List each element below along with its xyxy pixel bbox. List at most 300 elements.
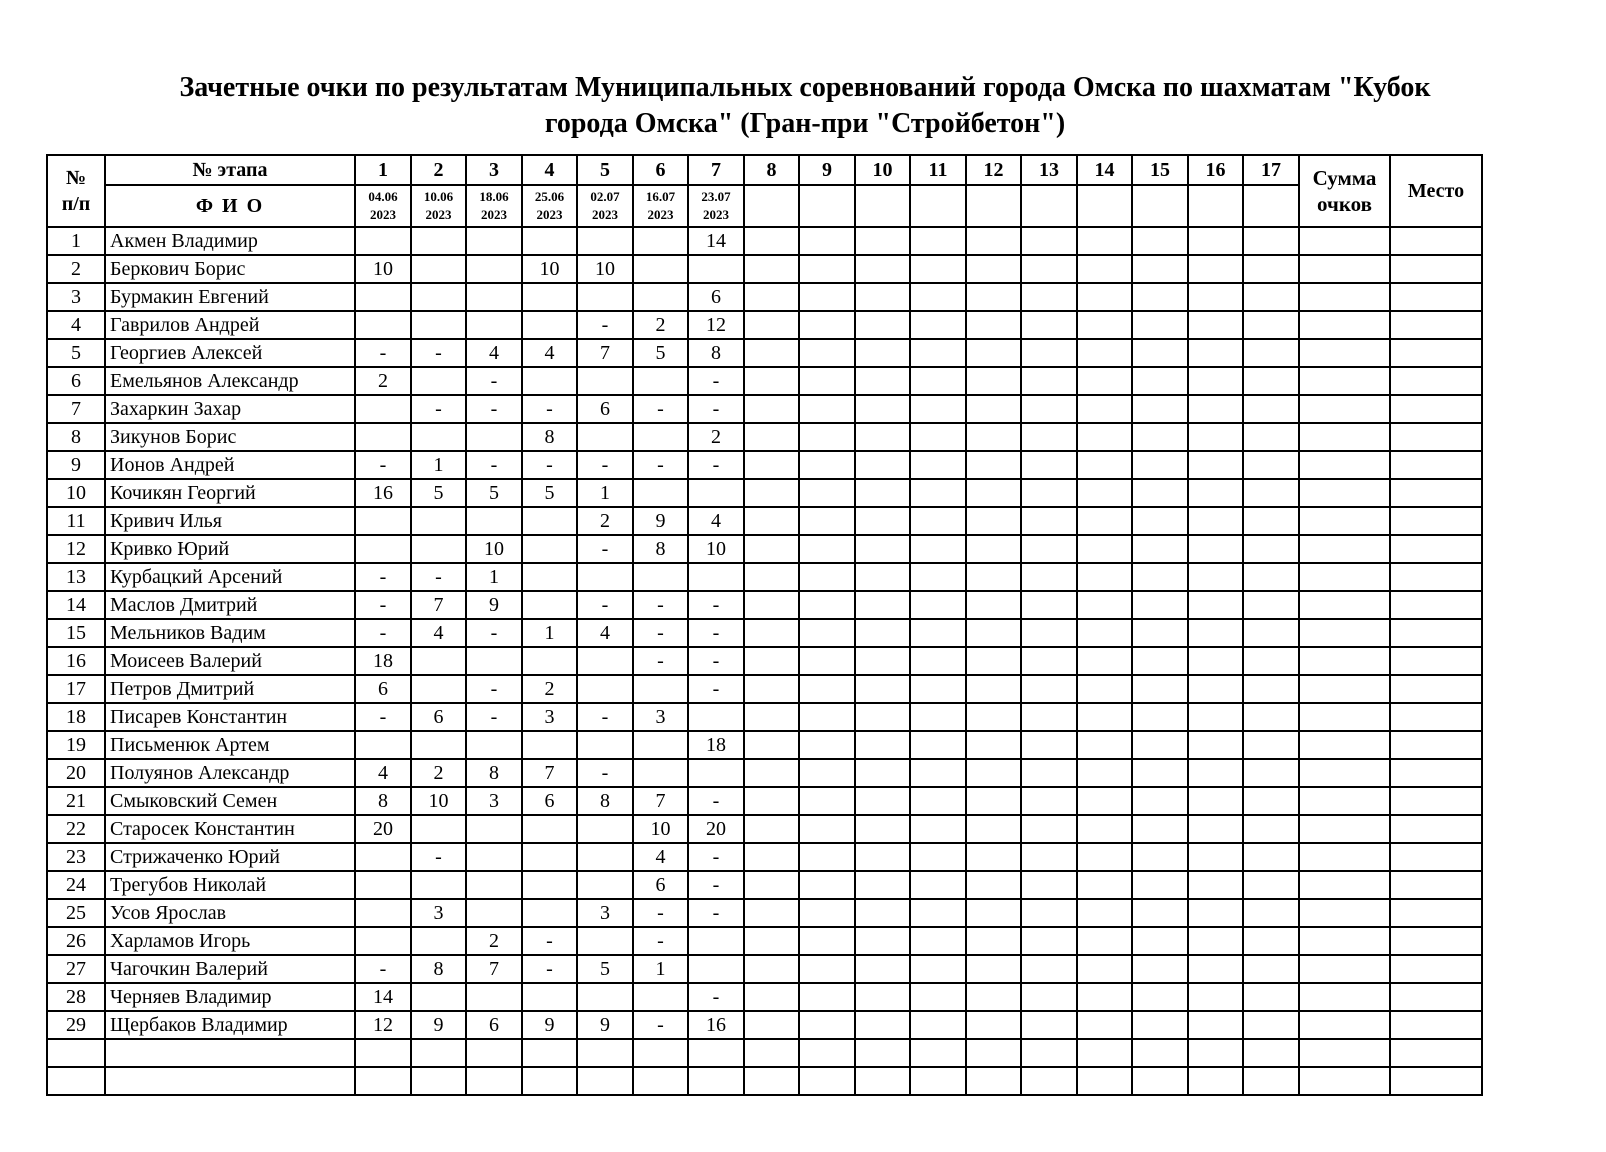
score-cell (744, 647, 799, 675)
table-row (47, 283, 1482, 311)
score-cell (1077, 1067, 1132, 1095)
score-cell (966, 1011, 1021, 1039)
score-cell (577, 1067, 633, 1095)
score-cell: - (688, 591, 744, 619)
score-cell (744, 423, 799, 451)
score-cell (411, 423, 466, 451)
row-number: 7 (47, 395, 105, 423)
stage-date-year: 2023 (370, 207, 396, 222)
row-number: 21 (47, 787, 105, 815)
sum-cell (1299, 395, 1390, 423)
score-cell (355, 395, 411, 423)
page-title (40, 70, 1570, 142)
score-cell (466, 423, 522, 451)
score-cell (1132, 647, 1188, 675)
score-cell (1243, 619, 1299, 647)
player-name: Кривич Илья (105, 507, 355, 535)
score-cell (855, 367, 910, 395)
score-cell: 14 (688, 227, 744, 255)
score-cell (1188, 647, 1243, 675)
player-name: Зикунов Борис (105, 423, 355, 451)
score-cell (966, 395, 1021, 423)
player-name: Гаврилов Андрей (105, 311, 355, 339)
score-cell (411, 255, 466, 283)
score-cell: 5 (633, 339, 688, 367)
score-cell (1021, 311, 1077, 339)
header-no-abbrev: п/п (61, 193, 91, 215)
score-cell (855, 255, 910, 283)
score-cell (466, 815, 522, 843)
score-cell (744, 451, 799, 479)
score-cell: 1 (466, 563, 522, 591)
stage-date-year: 2023 (647, 207, 674, 222)
score-cell: - (688, 675, 744, 703)
player-name: Стрижаченко Юрий (105, 843, 355, 871)
score-cell (1077, 787, 1132, 815)
player-name: Полуянов Александр (105, 759, 355, 787)
stage-date (633, 185, 688, 227)
header-row-stage (47, 155, 1482, 185)
score-cell (577, 283, 633, 311)
score-cell: - (633, 591, 688, 619)
player-name (105, 1039, 355, 1067)
row-number: 14 (47, 591, 105, 619)
sum-cell (1299, 339, 1390, 367)
stage-date (355, 185, 411, 227)
score-cell (1132, 423, 1188, 451)
score-cell (1077, 759, 1132, 787)
score-cell (1188, 423, 1243, 451)
score-cell: - (633, 1011, 688, 1039)
score-cell (1021, 591, 1077, 619)
score-cell: - (522, 451, 577, 479)
score-cell (744, 591, 799, 619)
row-number: 9 (47, 451, 105, 479)
score-cell (910, 647, 966, 675)
place-cell (1390, 619, 1482, 647)
score-cell (1188, 227, 1243, 255)
score-cell: 2 (411, 759, 466, 787)
row-number: 26 (47, 927, 105, 955)
score-cell (910, 927, 966, 955)
score-cell: - (355, 955, 411, 983)
score-cell (1243, 787, 1299, 815)
score-cell (799, 1067, 855, 1095)
score-cell (910, 367, 966, 395)
score-cell (1021, 871, 1077, 899)
score-cell: 2 (688, 423, 744, 451)
score-cell (1243, 843, 1299, 871)
stage-date (688, 185, 744, 227)
score-cell (966, 647, 1021, 675)
score-cell (1077, 703, 1132, 731)
score-cell (1243, 1011, 1299, 1039)
score-cell (966, 955, 1021, 983)
stage-date-year: 2023 (425, 207, 452, 222)
score-cell (688, 1067, 744, 1095)
score-cell: 10 (688, 535, 744, 563)
score-cell: 6 (522, 787, 577, 815)
table-row (47, 899, 1482, 927)
score-cell (1132, 815, 1188, 843)
score-cell: - (577, 535, 633, 563)
table-row (47, 1067, 1482, 1095)
score-cell (466, 1039, 522, 1067)
score-cell (1077, 283, 1132, 311)
table-row (47, 395, 1482, 423)
sum-cell (1299, 955, 1390, 983)
score-cell (799, 759, 855, 787)
score-cell (799, 675, 855, 703)
score-cell (1243, 591, 1299, 619)
score-cell (744, 759, 799, 787)
player-name: Трегубов Николай (105, 871, 355, 899)
score-cell: 7 (633, 787, 688, 815)
score-cell: 2 (522, 675, 577, 703)
row-number: 22 (47, 815, 105, 843)
score-cell: - (466, 675, 522, 703)
stage-date-year: 2023 (536, 207, 563, 222)
score-cell (522, 227, 577, 255)
score-cell (633, 563, 688, 591)
stage-date-year: 2023 (592, 207, 618, 222)
table-row (47, 1039, 1482, 1067)
score-cell (744, 507, 799, 535)
score-cell (355, 843, 411, 871)
score-cell: 6 (688, 283, 744, 311)
score-cell: 10 (577, 255, 633, 283)
score-cell (522, 647, 577, 675)
score-cell (910, 1039, 966, 1067)
row-number: 10 (47, 479, 105, 507)
place-cell (1390, 1011, 1482, 1039)
place-cell (1390, 1039, 1482, 1067)
score-cell (688, 955, 744, 983)
score-cell (799, 927, 855, 955)
sum-cell (1299, 843, 1390, 871)
score-cell (577, 647, 633, 675)
score-cell: 1 (577, 479, 633, 507)
score-cell: 4 (355, 759, 411, 787)
score-cell (1188, 367, 1243, 395)
score-cell: - (688, 787, 744, 815)
score-cell (1132, 535, 1188, 563)
score-cell (1132, 703, 1188, 731)
score-cell (744, 535, 799, 563)
score-cell (799, 311, 855, 339)
table-row (47, 339, 1482, 367)
score-cell (855, 899, 910, 927)
score-cell: 4 (466, 339, 522, 367)
score-cell (1132, 1039, 1188, 1067)
player-name: Письменюк Артем (105, 731, 355, 759)
score-cell: - (411, 843, 466, 871)
score-cell (910, 283, 966, 311)
score-cell (577, 983, 633, 1011)
score-cell (1188, 255, 1243, 283)
row-number: 8 (47, 423, 105, 451)
score-cell (411, 871, 466, 899)
score-cell (910, 423, 966, 451)
score-cell (1243, 983, 1299, 1011)
table-row (47, 311, 1482, 339)
score-cell (1188, 507, 1243, 535)
row-number: 16 (47, 647, 105, 675)
score-cell (1243, 451, 1299, 479)
score-cell (688, 927, 744, 955)
table-row (47, 1011, 1482, 1039)
score-cell (1077, 731, 1132, 759)
score-cell: - (577, 759, 633, 787)
score-cell (1077, 227, 1132, 255)
player-name: Маслов Дмитрий (105, 591, 355, 619)
score-cell: - (633, 899, 688, 927)
place-cell (1390, 479, 1482, 507)
score-cell (688, 759, 744, 787)
player-name: Смыковский Семен (105, 787, 355, 815)
sum-cell (1299, 535, 1390, 563)
score-cell (1077, 675, 1132, 703)
title-line-2: города Омска" (Гран-при "Стройбетон") (544, 108, 1066, 139)
sum-cell (1299, 1067, 1390, 1095)
score-cell (744, 283, 799, 311)
score-cell (966, 759, 1021, 787)
score-cell (411, 507, 466, 535)
place-cell (1390, 927, 1482, 955)
score-cell (577, 563, 633, 591)
score-cell (1243, 227, 1299, 255)
score-cell (1132, 395, 1188, 423)
stage-number: 3 (466, 155, 522, 185)
score-cell (966, 367, 1021, 395)
score-cell (799, 535, 855, 563)
player-name: Акмен Владимир (105, 227, 355, 255)
score-cell (855, 759, 910, 787)
stage-number: 16 (1188, 155, 1243, 185)
place-cell (1390, 647, 1482, 675)
score-cell (1077, 395, 1132, 423)
score-cell (1021, 507, 1077, 535)
player-name: Беркович Борис (105, 255, 355, 283)
score-cell (1243, 675, 1299, 703)
score-cell (522, 815, 577, 843)
stage-date-day: 23.07 (701, 189, 731, 204)
table-row (47, 227, 1482, 255)
score-cell: 10 (355, 255, 411, 283)
score-cell: - (355, 619, 411, 647)
stage-number: 6 (633, 155, 688, 185)
score-cell (1132, 843, 1188, 871)
score-cell (799, 283, 855, 311)
score-cell (1243, 1039, 1299, 1067)
score-cell (1188, 339, 1243, 367)
score-cell (799, 591, 855, 619)
score-cell (966, 787, 1021, 815)
score-cell (910, 619, 966, 647)
header-place: Место (1390, 155, 1482, 227)
place-cell (1390, 227, 1482, 255)
score-cell (1021, 647, 1077, 675)
score-cell (855, 591, 910, 619)
score-cell (577, 227, 633, 255)
score-cell (1132, 675, 1188, 703)
sum-cell (1299, 983, 1390, 1011)
player-name: Харламов Игорь (105, 927, 355, 955)
score-cell (966, 1067, 1021, 1095)
place-cell (1390, 255, 1482, 283)
score-cell (1021, 1011, 1077, 1039)
score-cell (633, 675, 688, 703)
table-row (47, 367, 1482, 395)
score-cell: 6 (411, 703, 466, 731)
sum-cell (1299, 451, 1390, 479)
score-cell: 4 (633, 843, 688, 871)
score-cell (1132, 759, 1188, 787)
score-cell: - (466, 451, 522, 479)
stage-number: 1 (355, 155, 411, 185)
score-cell (855, 227, 910, 255)
score-cell (688, 563, 744, 591)
score-cell: 8 (466, 759, 522, 787)
score-cell (1243, 759, 1299, 787)
table-row (47, 843, 1482, 871)
row-number: 5 (47, 339, 105, 367)
score-cell (355, 311, 411, 339)
score-cell (1132, 619, 1188, 647)
score-cell (1188, 731, 1243, 759)
score-cell (633, 731, 688, 759)
score-cell (855, 563, 910, 591)
place-cell (1390, 535, 1482, 563)
player-name: Усов Ярослав (105, 899, 355, 927)
score-cell: - (355, 339, 411, 367)
stage-number: 9 (799, 155, 855, 185)
score-cell (522, 591, 577, 619)
score-cell (855, 339, 910, 367)
score-cell (577, 871, 633, 899)
sum-cell (1299, 647, 1390, 675)
row-number: 25 (47, 899, 105, 927)
score-cell (744, 563, 799, 591)
score-cell (966, 843, 1021, 871)
score-cell (1077, 507, 1132, 535)
score-cell: - (577, 451, 633, 479)
score-cell (1021, 395, 1077, 423)
sum-cell (1299, 479, 1390, 507)
score-cell: - (633, 647, 688, 675)
score-cell: - (522, 927, 577, 955)
place-cell (1390, 339, 1482, 367)
place-cell (1390, 759, 1482, 787)
score-cell (1243, 871, 1299, 899)
score-cell: 14 (355, 983, 411, 1011)
score-cell (1077, 591, 1132, 619)
score-cell (1021, 675, 1077, 703)
score-cell (855, 619, 910, 647)
score-cell (1021, 339, 1077, 367)
score-cell (799, 983, 855, 1011)
table-row (47, 871, 1482, 899)
score-cell (577, 731, 633, 759)
sum-cell (1299, 759, 1390, 787)
stage-date-day: 18.06 (479, 189, 509, 204)
score-cell (355, 507, 411, 535)
player-name (105, 1067, 355, 1095)
score-cell (1132, 367, 1188, 395)
score-cell (855, 983, 910, 1011)
row-number: 17 (47, 675, 105, 703)
score-cell (355, 283, 411, 311)
score-cell (910, 815, 966, 843)
stage-date-year: 2023 (481, 207, 507, 222)
score-cell (1243, 927, 1299, 955)
score-cell: - (688, 367, 744, 395)
score-cell (744, 871, 799, 899)
score-cell (855, 843, 910, 871)
sum-cell (1299, 815, 1390, 843)
table-row (47, 591, 1482, 619)
score-cell (744, 955, 799, 983)
score-cell (411, 283, 466, 311)
score-cell: - (577, 311, 633, 339)
place-cell (1390, 283, 1482, 311)
table-row (47, 787, 1482, 815)
score-cell (411, 731, 466, 759)
score-cell (1188, 1011, 1243, 1039)
place-cell (1390, 311, 1482, 339)
score-cell (744, 983, 799, 1011)
row-number: 20 (47, 759, 105, 787)
stage-date (522, 185, 577, 227)
score-cell (1188, 395, 1243, 423)
score-cell (855, 479, 910, 507)
sum-cell (1299, 255, 1390, 283)
score-cell: 1 (522, 619, 577, 647)
score-cell: - (466, 395, 522, 423)
score-cell (411, 675, 466, 703)
score-cell (633, 1039, 688, 1067)
score-cell (1021, 899, 1077, 927)
score-cell: 3 (522, 703, 577, 731)
score-cell (799, 395, 855, 423)
score-cell (910, 451, 966, 479)
score-cell (1243, 703, 1299, 731)
table-row (47, 759, 1482, 787)
score-cell: - (355, 563, 411, 591)
score-cell (577, 675, 633, 703)
table-row (47, 927, 1482, 955)
score-cell (411, 1039, 466, 1067)
stage-date (1077, 185, 1132, 227)
place-cell (1390, 983, 1482, 1011)
score-cell (1188, 843, 1243, 871)
stage-number: 14 (1077, 155, 1132, 185)
score-cell (799, 731, 855, 759)
score-cell (1021, 983, 1077, 1011)
score-cell (1243, 535, 1299, 563)
score-cell: 10 (411, 787, 466, 815)
score-cell (466, 983, 522, 1011)
score-cell (411, 983, 466, 1011)
score-cell: 7 (522, 759, 577, 787)
sum-cell (1299, 1039, 1390, 1067)
score-cell (1021, 955, 1077, 983)
score-cell (855, 1067, 910, 1095)
score-cell (1243, 283, 1299, 311)
row-number: 12 (47, 535, 105, 563)
score-cell (1077, 339, 1132, 367)
score-cell (1077, 647, 1132, 675)
